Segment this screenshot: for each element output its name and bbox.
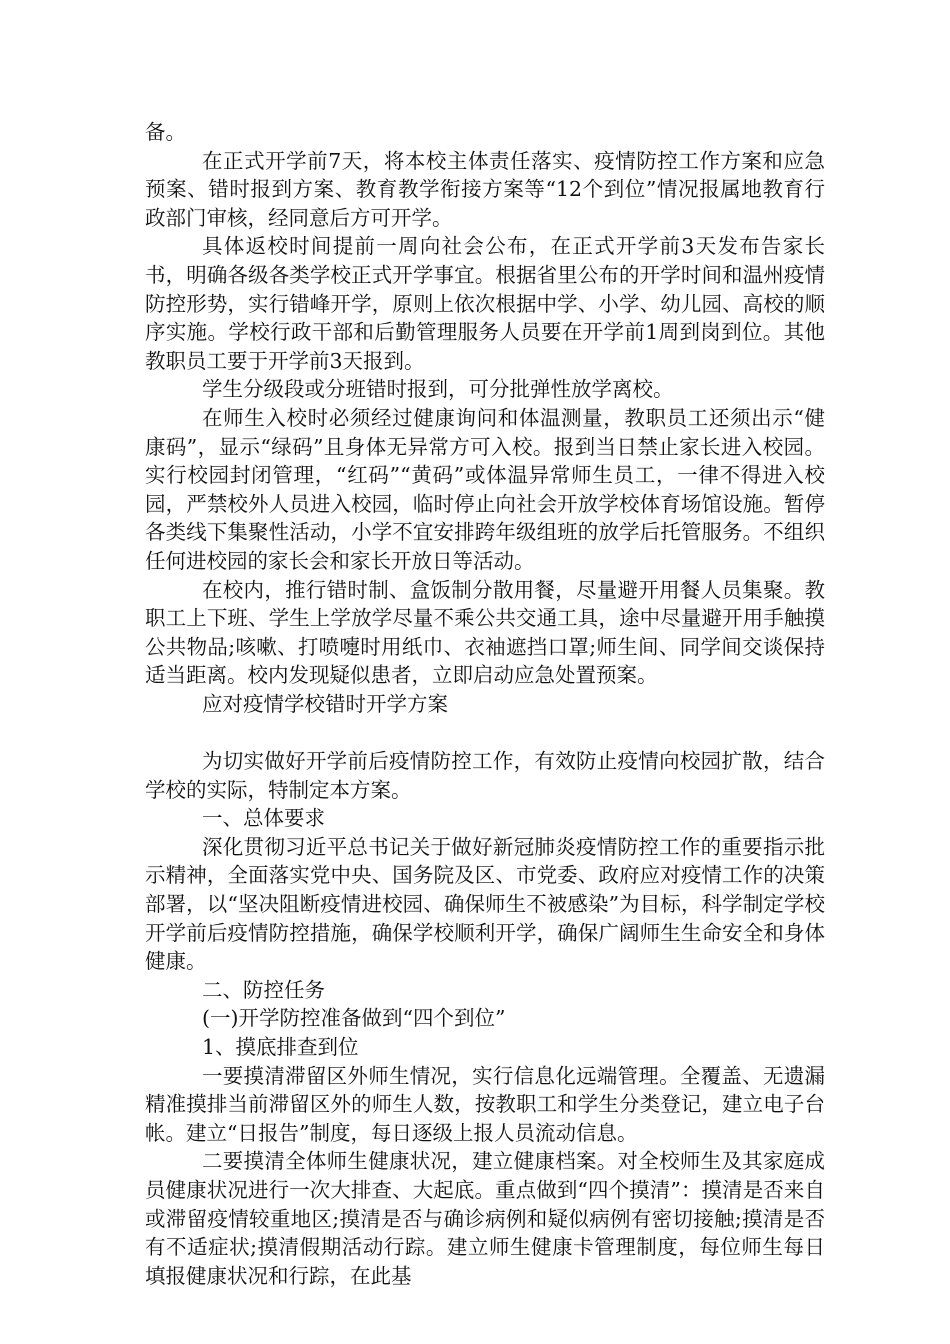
heading-prevention-tasks: 二、防控任务 [202, 977, 325, 1002]
paragraph-general-requirements: 深化贯彻习近平总书记关于做好新冠肺炎疫情防控工作的重要指示批示精神，全面落实党中央、国务院及区、市党委、政府应对疫情工作的决策部署，以“坚决阻断疫情进校园、确保师生不被感染”为目标，科学制定学校开学前后疫情防控措施，确保学校顺利开学，确保广阔师生生命安全和身体健康。 [145, 834, 825, 974]
heading-general-requirements: 一、总体要求 [202, 806, 325, 831]
heading-four-in-place: (一)开学防控准备做到“四个到位” [202, 1006, 506, 1031]
paragraph-return-schedule: 具体返校时间提前一周向社会公布，在正式开学前3天发布告家长书，明确各级各类学校正式开学事宜。根据省里公布的开学时间和温州疫情防控形势，实行错峰开学，原则上依次根据中学、小学、幼儿园、高校的顺序实施。学校行政干部和后勤管理服务人员要在开学前1周到岗到位。其他教职员工要于开学前3天报到。 [145, 234, 825, 373]
paragraph-on-campus: 在校内，推行错时制、盒饭制分散用餐，尽量避开用餐人员集聚。教职工上下班、学生上学放学尽量不乘公共交通工具，途中尽量避开用手触摸公共物品;咳嗽、打喷嚏时用纸巾、衣袖遮挡口罩;师生间、同学间交谈保持适当距离。校内发现疑似患者，立即启动应急处置预案。 [145, 577, 825, 688]
paragraph-health-status: 二要摸清全体师生健康状况，建立健康档案。对全校师生及其家庭成员健康状况进行一次大排查、大起底。重点做到“四个摸清”：摸清是否来自或滞留疫情较重地区;摸清是否与确诊病例和疑似病例有密切接触;摸清是否有不适症状;摸清假期活动行踪。建立师生健康卡管理制度，每位师生每日填报健康状况和行踪，在此基 [145, 1149, 825, 1288]
paragraph-intro: 为切实做好开学前后疫情防控工作，有效防止疫情向校园扩散，结合学校的实际，特制定本方案。 [145, 749, 825, 802]
paragraph-staggered-report: 学生分级段或分班错时报到，可分批弹性放学离校。 [202, 377, 674, 402]
section-title: 应对疫情学校错时开学方案 [202, 691, 448, 716]
paragraph-entry-check: 在师生入校时必须经过健康询问和体温测量，教职员工还须出示“健康码”，显示“绿码”且身体无异常方可入校。报到当日禁止家长进入校园。实行校园封闭管理，“红码”“黄码”或体温异常师生员工，一律不得进入校园，严禁校外人员进入校园，临时停止向社会开放学校体育场馆设施。暂停各类线下集聚性活动，小学不宜安排跨年级组班的放学后托管服务。不组织任何进校园的家长会和家长开放日等活动。 [145, 405, 825, 573]
paragraph-continuation: 备。 [145, 120, 186, 144]
paragraph-12-items-review: 在正式开学前7天，将本校主体责任落实、疫情防控工作方案和应急预案、错时报到方案、教育教学衔接方案等“12个到位”情况报属地教育行政部门审核，经同意后方可开学。 [145, 148, 825, 230]
blank-line [145, 718, 825, 747]
paragraph-stranded-staff: 一要摸清滞留区外师生情况，实行信息化远端管理。全覆盖、无遗漏精准摸排当前滞留区外的师生人数，按教职工和学生分类登记，建立电子台帐。建立“日报告”制度，每日逐级上报人员流动信息。 [145, 1063, 825, 1145]
document-page [145, 118, 825, 1290]
heading-survey-in-place: 1、摸底排查到位 [202, 1035, 359, 1059]
